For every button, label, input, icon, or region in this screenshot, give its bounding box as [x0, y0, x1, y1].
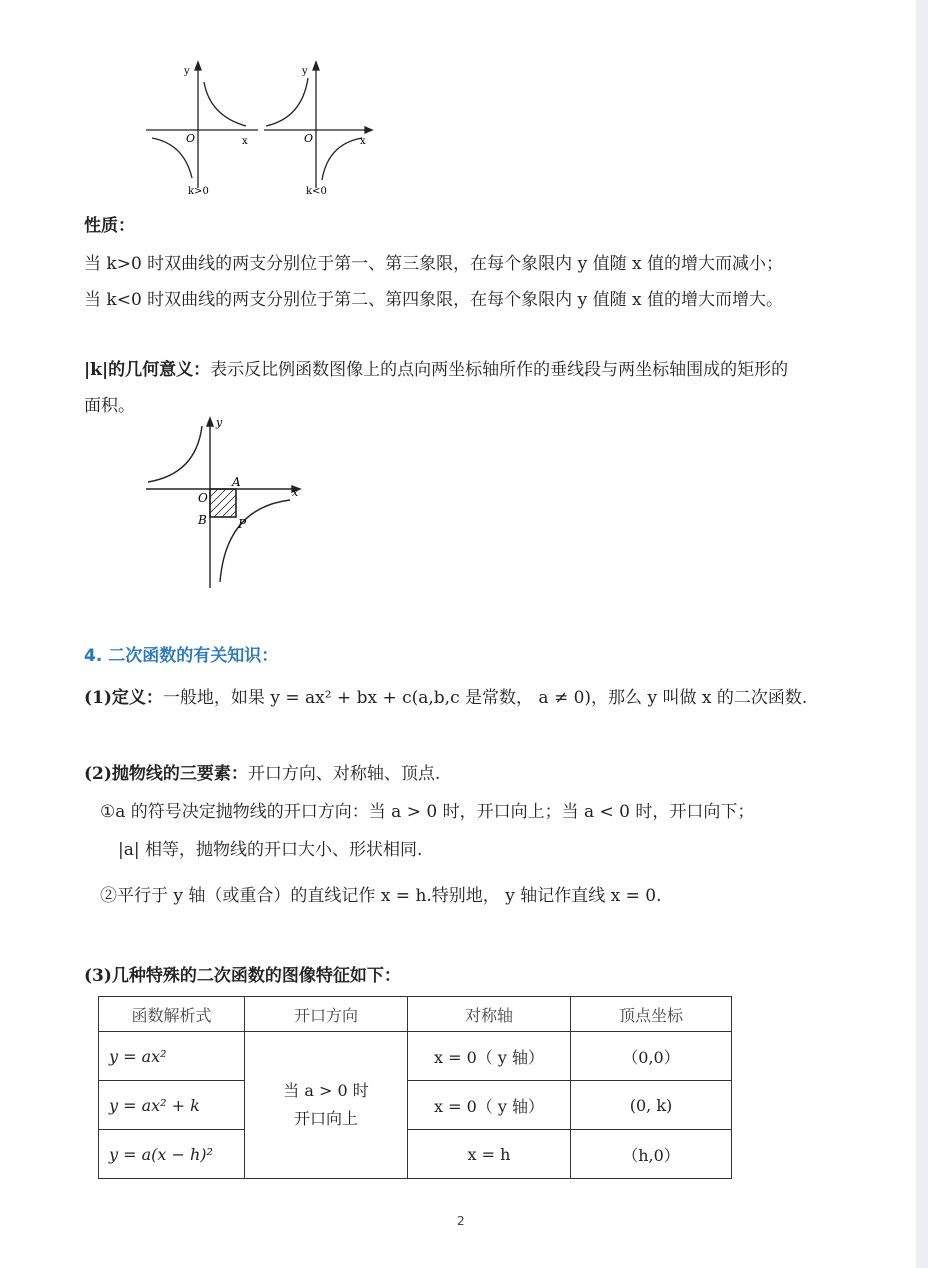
row-2-vertex: (0, k) [571, 1081, 732, 1130]
row-1-axis: x = 0（ y 轴） [408, 1032, 571, 1081]
k-meaning-heading: |k|的几何意义： [84, 360, 211, 380]
left-y-label: y [184, 66, 190, 77]
three-elements-text: 开口方向、对称轴、顶点. [247, 764, 441, 784]
k-diagram-b: B [198, 513, 207, 527]
k-diagram-o: O [198, 491, 208, 505]
k-meaning-line-2: 面积。 [84, 396, 135, 416]
k-area-diagram [140, 412, 310, 592]
k-meaning-text-1: 表示反比例函数图像上的点向两坐标轴所作的垂线段与两坐标轴围成的矩形的 [210, 360, 789, 380]
opening-line-2: 开口向上 [293, 1109, 358, 1128]
page-number: 2 [457, 1214, 465, 1228]
header-opening: 开口方向 [245, 997, 408, 1032]
table-row [99, 1032, 732, 1081]
three-elements-line [84, 762, 440, 786]
right-x-label: x [360, 136, 366, 147]
left-x-label: x [242, 136, 248, 147]
item-2: ②平行于 y 轴（或重合）的直线记作 x = h.特别地， y 轴记作直线 x = 0. [100, 886, 662, 906]
k-diagram-y: y [216, 416, 223, 429]
header-vertex: 顶点坐标 [571, 997, 732, 1032]
definition-line [84, 686, 807, 710]
right-origin-label: O [304, 132, 314, 145]
header-axis: 对称轴 [408, 997, 571, 1032]
right-y-label: y [302, 66, 308, 77]
hyperbola-graphs [140, 56, 380, 201]
quadratic-features-table [98, 996, 732, 1179]
k-diagram-a: A [232, 475, 241, 489]
properties-heading: 性质： [84, 216, 135, 236]
table-title: (3)几种特殊的二次函数的图像特征如下： [84, 966, 401, 986]
row-3-formula: y = a(x − h)² [99, 1130, 245, 1179]
opening-line-1: 当 a > 0 时 [283, 1081, 369, 1100]
left-k-label: k>0 [188, 186, 209, 197]
k-diagram-p: P [238, 517, 247, 531]
row-3-vertex: （h,0） [571, 1130, 732, 1179]
definition-label: (1)定义： [84, 688, 163, 708]
k-meaning-line-1 [84, 358, 788, 382]
table-row [99, 1130, 732, 1179]
table-row [99, 1081, 732, 1130]
header-formula: 函数解析式 [99, 997, 245, 1032]
definition-text: 一般地，如果 y = ax² + bx + c(a,b,c 是常数， a ≠ 0)，那么 y 叫做 x 的二次函数. [162, 688, 808, 708]
left-origin-label: O [186, 132, 196, 145]
section-4-title: 4. 二次函数的有关知识： [84, 646, 279, 666]
row-1-vertex: （0,0） [571, 1032, 732, 1081]
page-edge-shade [916, 0, 928, 1268]
item-1: ①a 的符号决定抛物线的开口方向：当 a > 0 时，开口向上；当 a < 0 时，开口向下； [100, 802, 755, 822]
opening-cell [245, 1032, 408, 1179]
item-1b: |a| 相等，抛物线的开口大小、形状相同. [118, 840, 423, 860]
right-k-label: k<0 [306, 186, 327, 197]
row-3-axis: x = h [408, 1130, 571, 1179]
table-header-row [99, 997, 732, 1032]
properties-line-2: 当 k<0 时双曲线的两支分别位于第二、第四象限，在每个象限内 y 值随 x 值的增大而增大。 [84, 290, 783, 310]
row-1-formula: y = ax² [99, 1032, 245, 1081]
three-elements-label: (2)抛物线的三要素： [84, 764, 248, 784]
row-2-axis: x = 0（ y 轴） [408, 1081, 571, 1130]
properties-line-1: 当 k>0 时双曲线的两支分别位于第一、第三象限，在每个象限内 y 值随 x 值的增大而减小； [84, 254, 783, 274]
row-2-formula: y = ax² + k [99, 1081, 245, 1130]
k-diagram-x: x [292, 486, 299, 499]
